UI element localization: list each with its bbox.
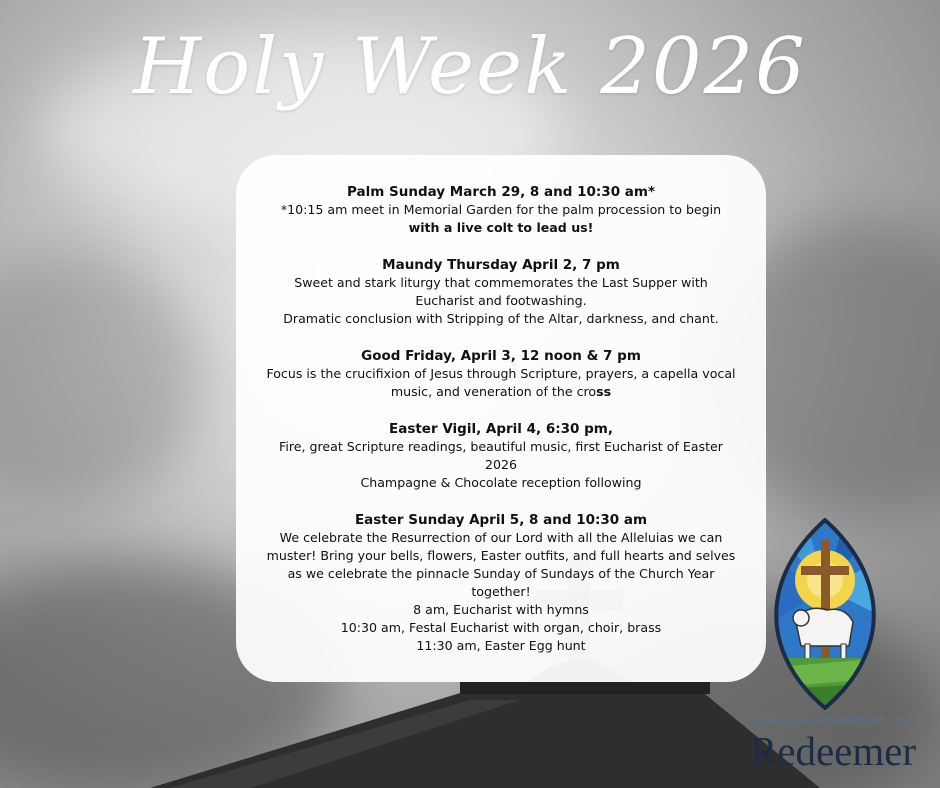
stained-glass-lamb-cross-icon: [765, 518, 885, 710]
event-detail: Champagne & Chocolate reception following: [360, 475, 642, 490]
event-detail: muster! Bring your bells, flowers, Easter outfits, and full hearts and selves: [266, 548, 736, 563]
event-detail: Eucharist and footwashing.: [415, 293, 587, 308]
event-title: Easter Sunday April 5, 8 and 10:30 am: [354, 512, 648, 528]
event-title: Maundy Thursday April 2, 7 pm: [382, 257, 620, 273]
event-maundy-thursday: [250, 256, 752, 328]
event-detail: 11:30 am, Easter Egg hunt: [416, 638, 586, 653]
event-detail: 8 am, Eucharist with hymns: [413, 602, 589, 617]
event-detail-text-bold: ss: [596, 384, 612, 399]
page-title: Holy Week 2026: [133, 22, 807, 112]
event-title: Easter Vigil, April 4, 6:30 pm,: [388, 421, 613, 437]
event-palm-sunday: [250, 183, 752, 237]
event-detail: *10:15 am meet in Memorial Garden for the palm procession to begin: [280, 202, 722, 217]
event-detail: together!: [471, 584, 531, 599]
event-detail: [250, 383, 752, 401]
event-detail: 2026: [484, 457, 518, 472]
event-detail: Dramatic conclusion with Stripping of the Altar, darkness, and chant.: [283, 311, 719, 326]
schedule-card: [236, 155, 766, 682]
event-easter-sunday: [250, 511, 752, 655]
event-good-friday: [250, 347, 752, 401]
logo-wordmark: Redeemer: [749, 728, 917, 774]
event-detail: Sweet and stark liturgy that commemorates the Last Supper with: [294, 275, 708, 290]
event-detail: Focus is the crucifixion of Jesus through Scripture, prayers, a capella vocal: [266, 366, 736, 381]
event-title: Palm Sunday March 29, 8 and 10:30 am*: [346, 184, 656, 200]
event-detail: Fire, great Scripture readings, beautiful music, first Eucharist of Easter: [279, 439, 723, 454]
event-title: Good Friday, April 3, 12 noon & 7 pm: [361, 348, 641, 364]
event-easter-vigil: [250, 420, 752, 492]
event-detail: 10:30 am, Festal Eucharist with organ, choir, brass: [340, 620, 662, 635]
event-detail: We celebrate the Resurrection of our Lord with all the Alleluias we can: [279, 530, 723, 545]
event-detail: as we celebrate the pinnacle Sunday of Sundays of the Church Year: [287, 566, 715, 581]
cloud-shading: [0, 250, 200, 510]
event-detail-emphasis: with a live colt to lead us!: [408, 220, 594, 235]
event-detail-text: music, and veneration of the cro: [390, 384, 597, 399]
logo-subtitle: EPISCOPAL CHURCH OF THE: [752, 716, 914, 725]
